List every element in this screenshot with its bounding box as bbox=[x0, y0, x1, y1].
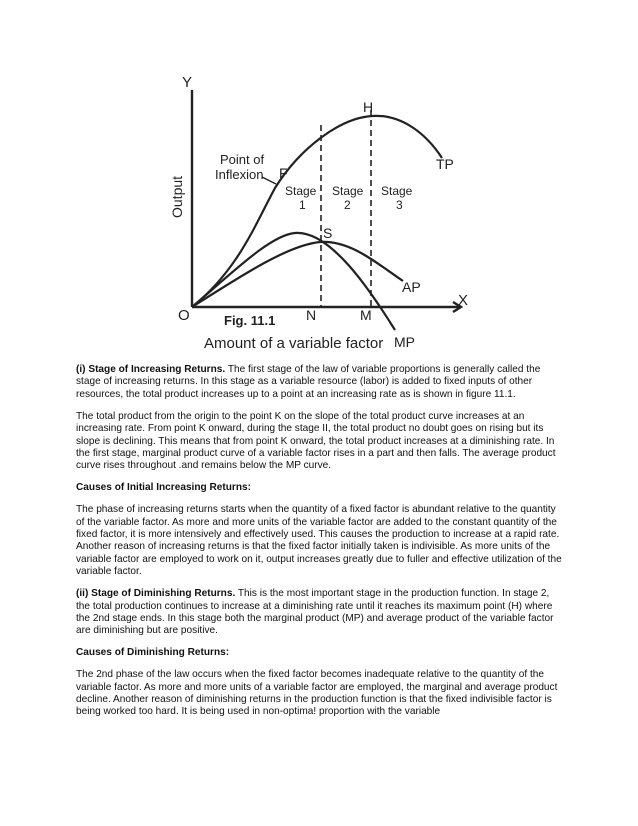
paragraph-causes-increasing: The phase of increasing returns starts when the quantity of a fixed factor is abundant relative to the quantity of the variable factor. As more and more units of the variable factor are added to the constant quantity of the fixed factor, it is more intensively and effectively used. This causes the production to increase at a rapid rate. Another reason of increasing returns is that the fixed factor initially taken is indivisible. As more units of the variable factor are employed to work on it, output increases greatly due to fuller and effective utilization of the variable factor. bbox=[76, 504, 562, 578]
heading-causes-increasing: Causes of Initial Increasing Returns: bbox=[76, 482, 251, 494]
inflexion-pointer bbox=[262, 177, 276, 184]
y-axis-label: Y bbox=[182, 74, 193, 91]
paragraph-increasing-returns bbox=[76, 364, 566, 401]
stage2-number: 2 bbox=[344, 198, 351, 212]
inflexion-label-line1: Point of bbox=[220, 152, 265, 167]
paragraph-causes-diminishing: The 2nd phase of the law occurs when the fixed factor becomes inadequate relative to the quantity of the variable factor. As more and more units of a variable factor are employed, the marginal and average product decline. Another reason of diminishing returns in the production function is that the fixed indivisible factor is being worked too hard. It is being used in non-optima! proportion with the variable bbox=[76, 669, 558, 718]
increasing-returns-lead: (i) Stage of Increasing Returns. bbox=[76, 364, 226, 375]
tp-curve-label: TP bbox=[436, 156, 454, 172]
x-axis-label: X bbox=[458, 292, 469, 309]
figure-caption: Fig. 11.1 bbox=[224, 313, 276, 328]
origin-label: O bbox=[178, 307, 190, 324]
stage1-number: 1 bbox=[299, 198, 306, 212]
point-m-label: M bbox=[360, 307, 372, 323]
point-f-label: F bbox=[279, 165, 288, 181]
document-body bbox=[76, 364, 566, 728]
inflexion-label-line2: Inflexion bbox=[215, 167, 264, 182]
output-axis-title: Output bbox=[169, 175, 185, 218]
stage3-word: Stage bbox=[381, 184, 413, 198]
heading-causes-diminishing: Causes of Diminishing Returns: bbox=[76, 647, 230, 659]
mp-curve-label: MP bbox=[394, 334, 415, 350]
production-function-figure bbox=[160, 70, 480, 360]
paragraph-total-product: The total product from the origin to the point K on the slope of the total product curve increases at an increasing rate. From point K onward, during the stage II, the total product no doubt goes on rising but its slope is declining. This means that from point K onward, the total product increases at a diminishing rate. In the first stage, marginal product curve of a variable factor rises in a part and then falls. The average product curve rises throughout .and remains below the MP curve. bbox=[76, 410, 556, 472]
diminishing-returns-lead: (ii) Stage of Diminishing Returns. bbox=[76, 588, 236, 600]
paragraph-diminishing-returns bbox=[76, 588, 566, 638]
stage2-word: Stage bbox=[332, 184, 364, 198]
diminishing-returns-text: This is the most important stage in the production function. In stage 2, the total production continues to increase at a diminishing rate until it reaches its maximum point (H) where the 2nd stage ends. In this stage both the marginal product (MP) and average product of the variable factor are diminishing but are positive. bbox=[76, 588, 554, 637]
stage1-word: Stage bbox=[285, 184, 317, 198]
ap-curve-label: AP bbox=[402, 279, 421, 295]
x-axis-title: Amount of a variable factor bbox=[204, 335, 384, 352]
point-h-label: H bbox=[363, 99, 374, 115]
point-n-label: N bbox=[306, 307, 317, 323]
increasing-returns-text: The first stage of the law of variable proportions is generally called the stage of increasing returns. In this stage as a variable resource (labor) is added to fixed inputs of other resources, the total product increases up to a point at an increasing rate as is shown in figure 11.1. bbox=[76, 364, 541, 400]
stage3-number: 3 bbox=[396, 198, 403, 212]
point-s-label: S bbox=[323, 225, 333, 241]
